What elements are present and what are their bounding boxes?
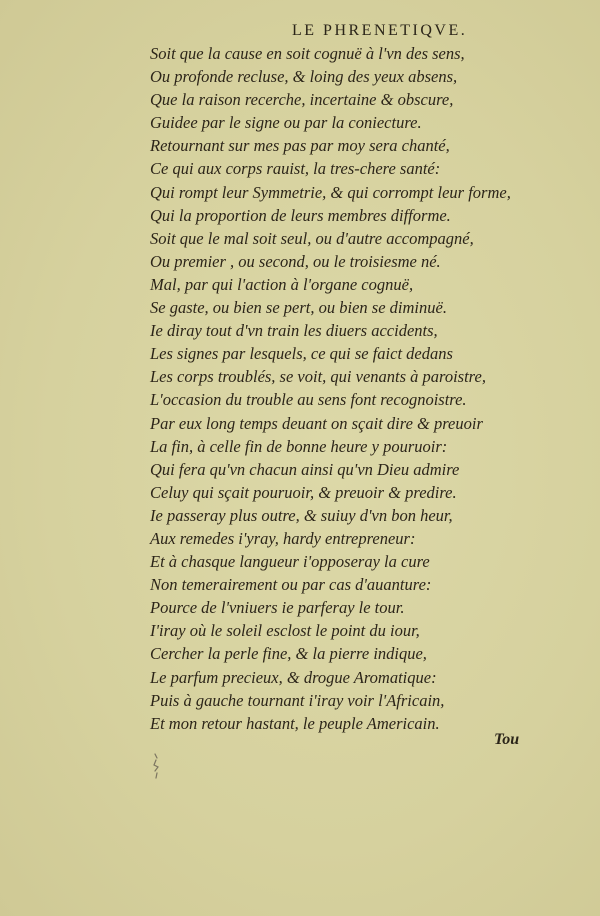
verse-line: Qui fera qu'vn chacun ainsi qu'vn Dieu admire: [150, 459, 460, 479]
verse-line: Les corps troublés, se voit, qui venants à paroistre,: [150, 367, 486, 387]
verse-line: Se gaste, ou bien se pert, ou bien se diminuë.: [150, 298, 447, 318]
verse-line: Cercher la perle fine, & la pierre indique,: [150, 644, 427, 664]
verse-line: Pource de l'vniuers ie parferay le tour.: [150, 598, 405, 618]
verse-line: Celuy qui sçait pouruoir, & preuoir & predire.: [150, 482, 457, 502]
running-head: LE PHRENETIQVE.: [292, 22, 468, 39]
verse-line: Ie passeray plus outre, & suiuy d'vn bon heur,: [150, 505, 453, 525]
verse-line: Non temerairement ou par cas d'auanture:: [150, 575, 432, 595]
verse-line: I'iray où le soleil esclost le point du iour,: [150, 621, 420, 641]
verse-line: Qui la proportion de leurs membres difforme.: [150, 205, 451, 225]
verse-line: Qui rompt leur Symmetrie, & qui corrompt leur forme,: [150, 182, 511, 202]
verse-line: Mal, par qui l'action à l'organe cognuë,: [150, 274, 414, 294]
verse-line: L'occasion du trouble au sens font recognoistre.: [150, 390, 467, 410]
verse-line: Ou profonde recluse, & loing des yeux absens,: [150, 67, 458, 87]
poem-verse: [150, 42, 550, 735]
verse-line: Soit que la cause en soit cognuë à l'vn des sens,: [150, 44, 465, 63]
verse-line: Guidee par le signe ou par la coniecture.: [150, 113, 422, 133]
verse-line: Ou premier , ou second, ou le troisiesme né.: [150, 251, 441, 271]
verse-line: Soit que le mal soit seul, ou d'autre accompagné,: [150, 228, 474, 248]
verse-line: Retournant sur mes pas par moy sera chanté,: [150, 136, 450, 156]
verse-line: Et à chasque langueur i'opposeray la cure: [150, 552, 430, 572]
verse-line: Et mon retour hastant, le peuple Americain.: [150, 713, 440, 733]
verse-line: Que la raison recerche, incertaine & obscure,: [150, 90, 454, 110]
verse-line: Par eux long temps deuant on sçait dire & preuoir: [150, 413, 483, 433]
verse-line: La fin, à celle fin de bonne heure y pouruoir:: [150, 436, 448, 456]
verse-line: Aux remedes i'yray, hardy entrepreneur:: [150, 528, 416, 548]
verse-line: Ie diray tout d'vn train les diuers accidents,: [150, 321, 438, 341]
verse-line: Les signes par lesquels, ce qui se faict dedans: [150, 344, 453, 364]
verse-line: Le parfum precieux, & drogue Aromatique:: [150, 667, 437, 687]
catchword: Tou: [494, 731, 520, 748]
verse-line: Puis à gauche tournant i'iray voir l'Africain,: [150, 690, 445, 710]
verse-line: Ce qui aux corps rauist, la tres-chere santé:: [150, 159, 441, 179]
ink-smudge-mark: [150, 752, 164, 780]
